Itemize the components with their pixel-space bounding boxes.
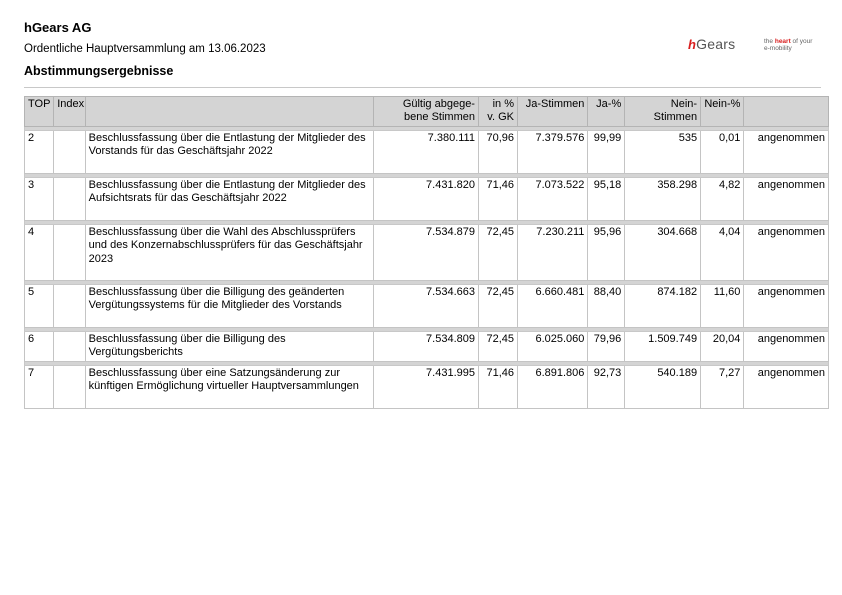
cell-yes-pct: 88,40 [588, 285, 625, 328]
col-header-yes-votes: Ja-Stimmen [517, 97, 587, 127]
col-header-no-pct: Nein-% [701, 97, 744, 127]
tagline-heart: heart [774, 38, 791, 45]
cell-no-votes: 1.509.749 [625, 332, 701, 362]
cell-top: 3 [25, 178, 54, 221]
cell-index [54, 178, 85, 221]
pct-gk-line1: in % [492, 98, 514, 110]
company-name: hGears AG [24, 20, 92, 35]
cell-description: Beschlussfassung über die Wahl des Abschlussprüfers und des Konzernabschlussprüfers für das Geschäftsjahr 2023 [85, 225, 373, 281]
cell-result: angenommen [744, 285, 829, 328]
col-header-result [744, 97, 829, 127]
cell-result: angenommen [744, 178, 829, 221]
table-row [25, 178, 829, 221]
cell-result: angenommen [744, 366, 829, 409]
cell-yes-votes: 7.379.576 [517, 131, 587, 174]
cell-no-pct: 4,82 [701, 178, 744, 221]
cell-no-pct: 4,04 [701, 225, 744, 281]
cell-description: Beschlussfassung über die Billigung des geänderten Vergütungssystems für die Mitglieder des Vorstands [85, 285, 373, 328]
tagline-pre: the [764, 38, 775, 45]
cell-no-pct: 11,60 [701, 285, 744, 328]
cell-pct-share-capital: 70,96 [478, 131, 517, 174]
cell-valid-votes: 7.431.995 [373, 366, 478, 409]
cell-index [54, 366, 85, 409]
cell-no-votes: 874.182 [625, 285, 701, 328]
table-row [25, 285, 829, 328]
table-row [25, 366, 829, 409]
cell-yes-votes: 6.025.060 [517, 332, 587, 362]
valid-votes-line2: bene Stimmen [404, 111, 475, 123]
col-header-top: TOP [25, 97, 54, 127]
cell-yes-pct: 79,96 [588, 332, 625, 362]
cell-pct-share-capital: 72,45 [478, 285, 517, 328]
cell-pct-share-capital: 72,45 [478, 225, 517, 281]
cell-valid-votes: 7.534.663 [373, 285, 478, 328]
cell-no-votes: 358.298 [625, 178, 701, 221]
cell-no-votes: 535 [625, 131, 701, 174]
cell-valid-votes: 7.380.111 [373, 131, 478, 174]
cell-result: angenommen [744, 332, 829, 362]
col-header-description [85, 97, 373, 127]
cell-yes-votes: 7.073.522 [517, 178, 587, 221]
cell-yes-pct: 99,99 [588, 131, 625, 174]
cell-description: Beschlussfassung über die Entlastung der Mitglieder des Vorstands für das Geschäftsjahr 2022 [85, 131, 373, 174]
valid-votes-line1: Gültig abgege- [402, 98, 475, 110]
cell-index [54, 225, 85, 281]
cell-pct-share-capital: 71,46 [478, 178, 517, 221]
cell-pct-share-capital: 72,45 [478, 332, 517, 362]
tagline-line2: e-mobility [764, 45, 792, 52]
cell-no-votes: 540.189 [625, 366, 701, 409]
cell-result: angenommen [744, 131, 829, 174]
cell-no-pct: 7,27 [701, 366, 744, 409]
cell-top: 5 [25, 285, 54, 328]
cell-no-pct: 0,01 [701, 131, 744, 174]
company-logo [688, 36, 735, 52]
cell-valid-votes: 7.431.820 [373, 178, 478, 221]
tagline-post: of your [790, 38, 813, 45]
cell-yes-pct: 95,96 [588, 225, 625, 281]
table-header-row [25, 97, 829, 127]
col-header-valid-votes [373, 97, 478, 127]
cell-top: 7 [25, 366, 54, 409]
cell-description: Beschlussfassung über eine Satzungsänderung zur künftigen Ermöglichung virtueller Hauptversammlungen [85, 366, 373, 409]
table-row [25, 131, 829, 174]
meeting-subtitle: Ordentliche Hauptversammlung am 13.06.2023 [24, 43, 266, 55]
header-divider [24, 87, 821, 88]
cell-no-pct: 20,04 [701, 332, 744, 362]
cell-index [54, 332, 85, 362]
table-row [25, 225, 829, 281]
logo-tagline [764, 38, 812, 52]
voting-results-table [24, 96, 829, 409]
cell-yes-votes: 7.230.211 [517, 225, 587, 281]
pct-gk-line2: v. GK [487, 111, 514, 123]
col-header-pct-share-capital [478, 97, 517, 127]
logo-mark: h [688, 37, 697, 52]
logo-wordmark: Gears [696, 36, 736, 52]
cell-index [54, 285, 85, 328]
cell-yes-pct: 95,18 [588, 178, 625, 221]
cell-no-votes: 304.668 [625, 225, 701, 281]
table-row [25, 332, 829, 362]
cell-top: 6 [25, 332, 54, 362]
col-header-index: Index [54, 97, 85, 127]
document-title: Abstimmungsergebnisse [24, 64, 174, 78]
col-header-yes-pct: Ja-% [588, 97, 625, 127]
col-header-no-votes: Nein-Stimmen [625, 97, 701, 127]
cell-top: 4 [25, 225, 54, 281]
cell-top: 2 [25, 131, 54, 174]
cell-description: Beschlussfassung über die Billigung des Vergütungsberichts [85, 332, 373, 362]
cell-result: angenommen [744, 225, 829, 281]
cell-description: Beschlussfassung über die Entlastung der Mitglieder des Aufsichtsrats für das Geschäftsjahr 2022 [85, 178, 373, 221]
cell-yes-pct: 92,73 [588, 366, 625, 409]
cell-yes-votes: 6.891.806 [517, 366, 587, 409]
cell-yes-votes: 6.660.481 [517, 285, 587, 328]
cell-valid-votes: 7.534.809 [373, 332, 478, 362]
cell-pct-share-capital: 71,46 [478, 366, 517, 409]
cell-valid-votes: 7.534.879 [373, 225, 478, 281]
cell-index [54, 131, 85, 174]
